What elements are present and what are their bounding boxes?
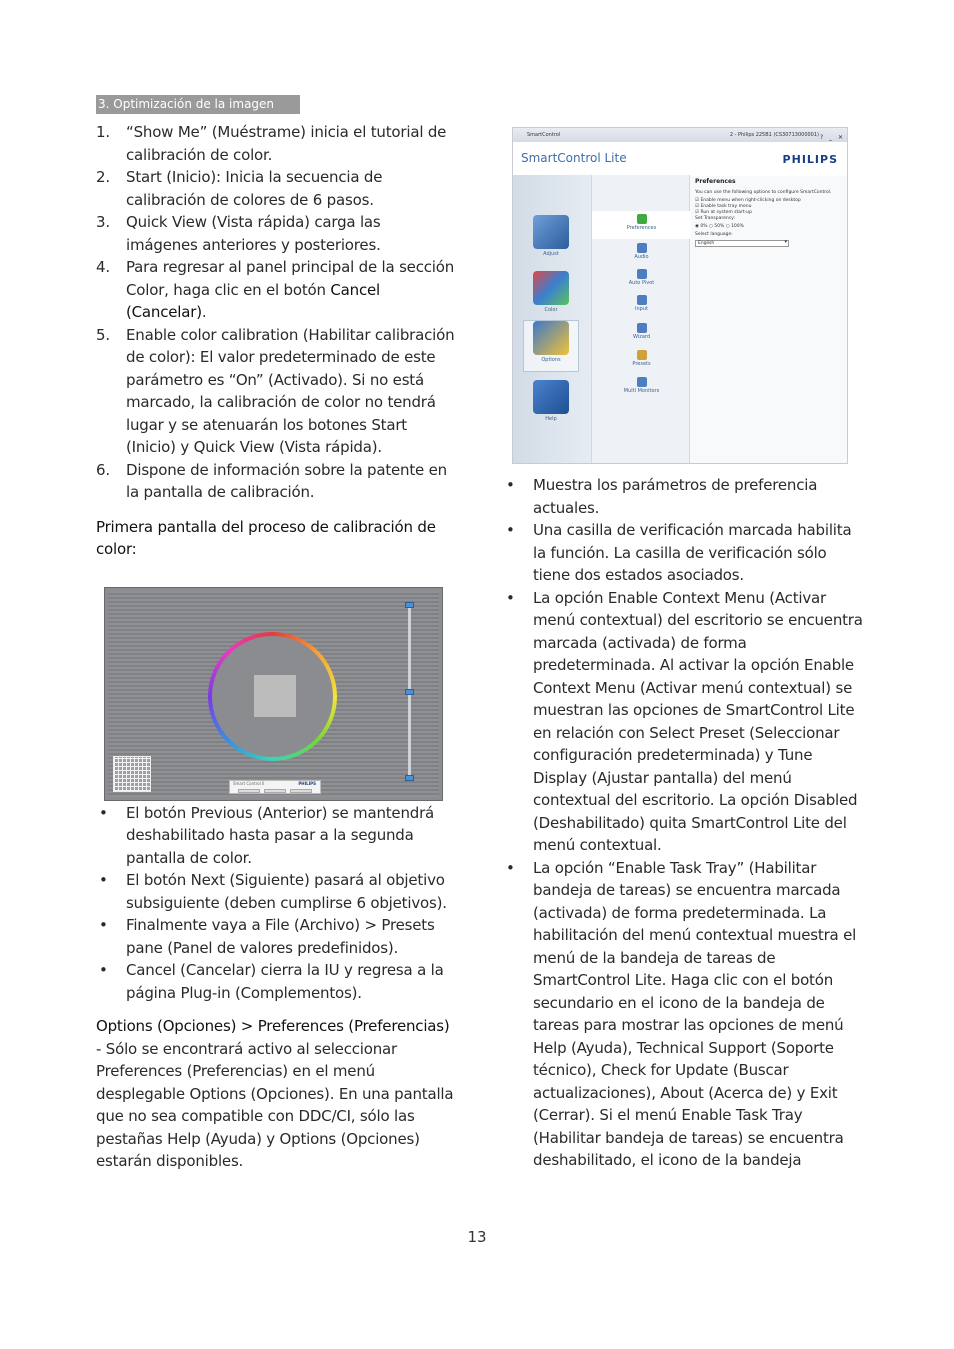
- next-button: [264, 789, 286, 793]
- list-item: • Cancel (Cancelar) cierra la IU y regresa a la página Plug-in (Complementos).: [96, 959, 456, 1004]
- list-item: • El botón Next (Siguiente) pasará al objetivo subsiguiente (deben cumplirse 6 objetivos).: [96, 869, 456, 914]
- submenu-item-label: Audio: [634, 254, 649, 260]
- right-bullet-list: [503, 474, 863, 1172]
- list-item: • Finalmente vaya a File (Archivo) > Presets pane (Panel de valores predefinidos).: [96, 914, 456, 959]
- submenu-item-preferences: [592, 211, 691, 239]
- list-number: 3.: [96, 213, 110, 231]
- bar-title: Smart Control II: [233, 781, 265, 786]
- submenu-item-label: Input: [635, 306, 648, 312]
- window-monitor-id: 2 - Philips 225B1 (CS30713000001): [729, 132, 819, 138]
- gear-icon: [533, 321, 569, 355]
- list-item-text: Enable color calibration (Habilitar calibración de color): El valor predeterminado de este parámetro es “On” (Activado). Si no está marcado, la calibración de color no tendrá lugar y se atenuarán los botones Start (Inicio) y Quick View (Vista rápida).: [126, 325, 455, 456]
- list-item-text: Para regresar al panel principal de la sección Color, haga clic en el botón: [126, 258, 455, 299]
- cancel-label: Cancel (Cancelar): [126, 280, 381, 321]
- preferences-icon: [637, 214, 647, 224]
- list-item-text: .: [201, 303, 207, 321]
- sidebar-item-adjust: [523, 215, 579, 267]
- submenu-item-presets: [592, 350, 691, 367]
- cancel-button: [290, 789, 312, 793]
- gray-target-square: [254, 675, 296, 717]
- list-item: [96, 211, 456, 256]
- first-screen-title: Primera pantalla del proceso de calibración de color:: [96, 517, 436, 558]
- submenu-item-wizard: [592, 323, 691, 340]
- list-item: [96, 324, 456, 459]
- list-item: • La opción Enable Context Menu (Activar menú contextual) del escritorio se encuentra marcada (activada) de forma predeterminada. Al activar la opción Enable Context Menu (Activar menú contextual) se muestran las opciones de SmartControl Lite en relación con Select Preset (Seleccionar configuración predeterminada) y Tune Display (Ajustar pantalla) del menú contextual del escritorio. La opción Disabled (Deshabilitado) quita SmartControl Lite del menú contextual.: [503, 587, 863, 857]
- list-number: 5.: [96, 325, 110, 344]
- slider-middle-knob: [405, 689, 414, 695]
- submenu-item-label: Wizard: [632, 334, 651, 340]
- help-icon: [533, 380, 569, 414]
- calibration-screenshot: [104, 587, 443, 801]
- app-header: [513, 142, 847, 176]
- list-item: • Muestra los parámetros de preferencia actuales.: [503, 474, 863, 519]
- checkbox-startup: ☑ Run at system start-up: [695, 210, 845, 216]
- steps-list: [96, 121, 456, 504]
- brand-logo: PHILIPS: [782, 153, 838, 166]
- color-icon: [533, 271, 569, 305]
- sidebar-item-label: Color: [544, 307, 558, 313]
- language-select: English ▾: [695, 240, 789, 247]
- previous-button: [238, 789, 260, 793]
- list-item-text: “Show Me” (Muéstrame) inicia el tutorial de calibración de color.: [126, 123, 447, 164]
- window-title: SmartControl: [527, 132, 561, 138]
- submenu-item-input: [592, 295, 691, 312]
- section-tag: 3. Optimización de la imagen: [96, 95, 300, 114]
- smartcontrol-screenshot: [512, 127, 848, 464]
- options-heading: Options (Opciones) > Preferences (Preferencias): [96, 1017, 450, 1035]
- page-number: 13: [467, 1228, 487, 1246]
- sidebar-item-color: [523, 271, 579, 323]
- presets-icon: [637, 350, 647, 360]
- sidebar: [513, 175, 591, 464]
- list-item: • El botón Previous (Anterior) se mantendrá deshabilitado hasta pasar a la segunda pantalla de color.: [96, 802, 456, 870]
- sidebar-item-label: Options: [541, 357, 561, 363]
- checkbox-task-tray: ☑ Enable task tray menu: [695, 204, 845, 210]
- list-item: • La opción “Enable Task Tray” (Habilitar bandeja de tareas) se encuentra marcada (activada) de forma predeterminada. La habilitación del menú contextual muestra el menú de la bandeja de tareas de SmartControl Lite. Haga clic con el botón secundario en el icono de la bandeja de tareas para mostrar las opciones de menú Help (Ayuda), Technical Support (Soporte técnico), Check for Update (Buscar actualizaciones), About (Acerca de) y Exit (Cerrar). Si el menú Enable Task Tray (Habilitar bandeja de tareas) se encuentra deshabilitado, el icono de la bandeja: [503, 857, 863, 1172]
- submenu-item-audio: [592, 243, 691, 260]
- slider-bottom-knob: [405, 775, 414, 781]
- pane-description: You can use the following options to configure SmartControl.: [695, 190, 832, 195]
- transparency-label: Set Transparency:: [695, 216, 736, 221]
- left-bullet-list: [96, 802, 456, 1005]
- list-item-text: Quick View (Vista rápida) carga las imágenes anteriores y posteriores.: [126, 213, 381, 254]
- app-name: SmartControl Lite: [521, 151, 627, 165]
- list-item: [96, 256, 456, 324]
- bar-logo: PHILIPS: [298, 781, 316, 786]
- list-item: [96, 459, 456, 504]
- preferences-pane: [695, 178, 845, 247]
- submenu-item-label: Presets: [632, 361, 651, 367]
- list-number: 4.: [96, 258, 110, 276]
- list-number: 2.: [96, 168, 110, 186]
- pivot-icon: [637, 269, 647, 279]
- sidebar-item-label: Adjust: [543, 251, 559, 257]
- list-item-text: Dispone de información sobre la patente en la pantalla de calibración.: [126, 460, 447, 501]
- submenu-item-auto-pivot: [592, 269, 691, 286]
- checkbox-context-menu: ☑ Enable menu when right-clicking on desktop: [695, 198, 845, 204]
- submenu: [591, 175, 690, 464]
- adjust-icon: [533, 215, 569, 249]
- monitors-icon: [637, 377, 647, 387]
- right-column: [503, 474, 863, 1172]
- submenu-item-label: Auto Pivot: [628, 280, 655, 286]
- options-paragraph: [96, 1015, 456, 1173]
- list-item: [96, 166, 456, 211]
- input-icon: [637, 295, 647, 305]
- language-label: Select language:: [695, 232, 733, 237]
- window-buttons: ? _ ✕: [819, 134, 845, 141]
- calibration-button-bar: [229, 780, 321, 794]
- list-item: • Una casilla de verificación marcada habilita la función. La casilla de verificación sólo tiene dos estados asociados.: [503, 519, 863, 587]
- submenu-item-label: Multi Monitors: [623, 388, 660, 394]
- list-item: [96, 121, 456, 166]
- transparency-radios: ◉ 0% ○ 50% ○ 100%: [695, 224, 744, 229]
- slider-top-knob: [405, 602, 414, 608]
- options-text: - Sólo se encontrará activo al seleccionar Preferences (Preferencias) en el menú desplegable Options (Opciones). En una pantalla que no sea compatible con DDC/CI, sólo las pestañas Help (Ayuda) y Options (Opciones) estarán disponibles.: [96, 1039, 454, 1170]
- sidebar-item-help: [523, 380, 579, 432]
- sidebar-item-label: Help: [545, 416, 557, 422]
- submenu-item-multi-monitors: [592, 377, 691, 394]
- window-titlebar: [513, 128, 847, 142]
- list-number: 1.: [96, 123, 110, 141]
- list-item-text: Start (Inicio): Inicia la secuencia de calibración de colores de 6 pasos.: [126, 168, 383, 209]
- wizard-icon: [637, 323, 647, 333]
- audio-icon: [637, 243, 647, 253]
- reference-grid: [113, 756, 151, 792]
- list-number: 6.: [96, 460, 110, 479]
- pane-title: Preferences: [695, 178, 736, 185]
- submenu-item-label: Preferences: [626, 225, 657, 231]
- sidebar-item-options: [523, 320, 579, 372]
